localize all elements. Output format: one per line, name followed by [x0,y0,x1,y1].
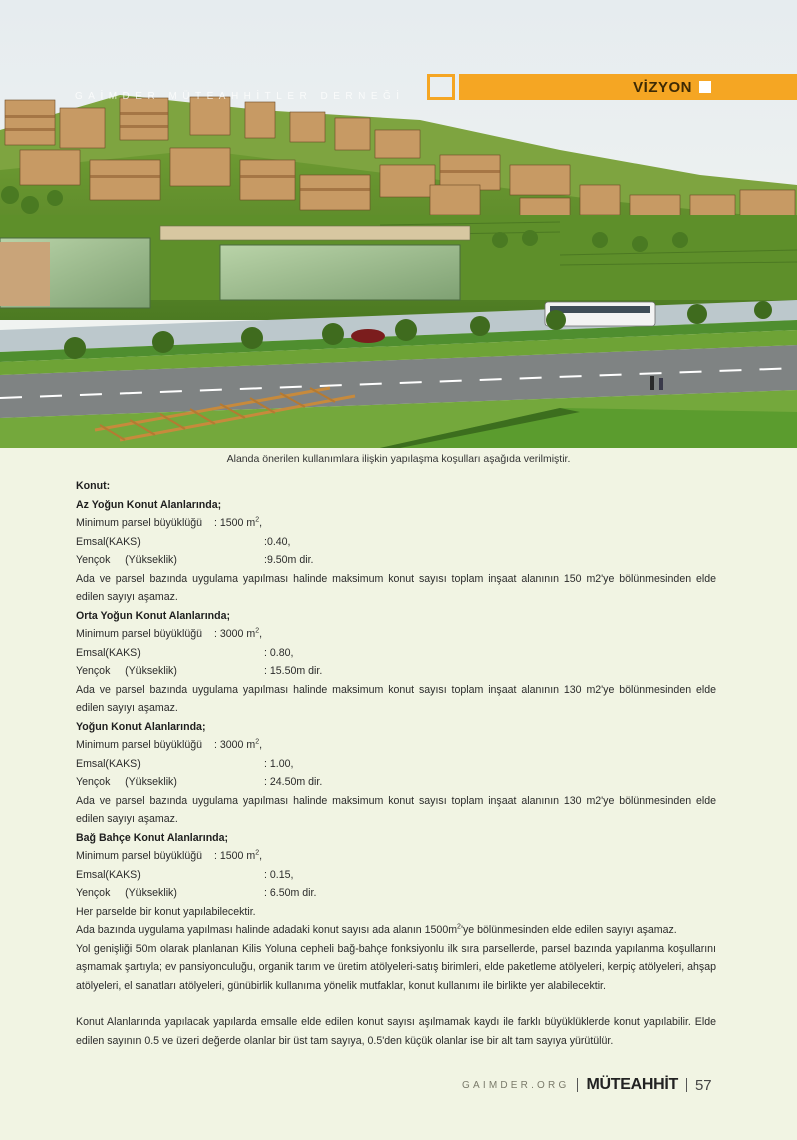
footer-divider [686,1078,687,1092]
bag-note-1: Her parselde bir konut yapılabilecektir. [76,905,256,918]
height-value: :9.50m dir. [264,554,314,566]
emsal-label: Emsal(KAKS) [76,868,141,881]
min-parcel-label: Minimum parsel büyüklüğü [76,739,203,751]
min-parcel-label: Minimum parsel büyüklüğü [76,628,203,640]
zone-title: Bağ Bahçe Konut Alanlarında; [76,831,229,844]
emsal-row [76,755,716,774]
height-row [76,773,716,792]
section-label: VİZYON [633,79,692,96]
emsal-label: Emsal(KAKS) [76,535,141,548]
image-caption: Alanda önerilen kullanımlara ilişkin yapılaşma koşulları aşağıda verilmiştir. [226,453,571,465]
height-label: Yençok (Yükseklik) [76,554,177,566]
min-parcel-value: : 3000 $m^2$, [214,627,263,640]
min-parcel-label: Minimum parsel büyüklüğü [76,850,203,862]
height-label: Yençok (Yükseklik) [76,665,177,677]
min-parcel-row [76,736,716,755]
height-value: : 15.50m dir. [264,665,323,677]
spacer [76,995,716,1013]
emsal-row [76,533,716,552]
section-tab-outline [427,74,455,100]
final-note: Konut Alanlarında yapılacak yapılarda emsalle elde edilen konut sayısı aşılmamak kaydı ile farklı büyüklüklerde konut yapılabilir. Elde edilen sayının 0.5 ve üzeri değerde olanlar bir üst tam sayıya, 0.5'den küçük olanlar ise bir alt tam sayıya yürütülür. [76,1016,716,1047]
min-parcel-row [76,514,716,533]
min-parcel-row [76,625,716,644]
height-value: : 6.50m dir. [264,887,317,899]
min-parcel-label: Minimum parsel büyüklüğü [76,517,203,529]
emsal-label: Emsal(KAKS) [76,757,141,770]
emsal-row [76,866,716,885]
footer-magazine-name: MÜTEAHHİT [586,1076,678,1093]
association-name: GAİMDER MÜTEAHHİTLER DERNEĞİ [75,91,405,102]
zone-title: Yoğun Konut Alanlarında; [76,720,206,733]
hero-rendering-image [0,0,797,448]
zone-title: Orta Yoğun Konut Alanlarında; [76,609,231,622]
height-row [76,662,716,681]
emsal-value: :0.40, [264,535,291,548]
emsal-value: : 0.80, [264,646,294,659]
emsal-value: : 0.15, [264,868,294,881]
page-number: 57 [694,1076,712,1094]
height-row [76,884,716,903]
height-row [76,551,716,570]
bag-note-3: Yol genişliği 50m olarak planlanan Kilis Yoluna cepheli bağ-bahçe fonksiyonlu ilk sıra parsellerde, parsel bazında yapılanma koşullarını aşmamak şartıyla; ev pansiyonculuğu, organik tarım ve üretim atölyeleri-satış birimleri, elde paketleme atölyeleri, kerpiç atölyeleri, ahşap atölyeleri, el sanatları atölyeleri, günübirlik kullanıma yönelik mutfaklar, konut kullanımı ile birlikte yer alabilecektir. [76,942,716,992]
bag-note-2: Ada bazında uygulama yapılması halinde adadaki konut sayısı ada alanın $1500m^2'ye$ bölünmesinden elde edilen sayıyı aşamaz. [76,923,677,936]
emsal-row [76,644,716,663]
height-label: Yençok (Yükseklik) [76,776,177,788]
height-label: Yençok (Yükseklik) [76,887,177,899]
emsal-value: : 1.00, [264,757,294,770]
footer-site: GAIMDER.ORG [462,1079,570,1091]
zone-title: Az Yoğun Konut Alanlarında; [76,498,222,511]
section-square-icon [699,81,711,93]
min-parcel-row [76,847,716,866]
zone-note: Ada ve parsel bazında uygulama yapılması halinde maksimum konut sayısı toplam inşaat alanının 130 m2'ye bölünmesinden elde edilen sayıyı aşamaz. [76,683,716,714]
min-parcel-value: : 1500 $m^2$, [214,516,263,529]
footer-divider [577,1078,578,1092]
min-parcel-value: : 3000 $m^2$, [214,738,263,751]
zone-note: Ada ve parsel bazında uygulama yapılması halinde maksimum konut sayısı toplam inşaat alanının 130 m2'ye bölünmesinden elde edilen sayıyı aşamaz. [76,794,716,825]
emsal-label: Emsal(KAKS) [76,646,141,659]
section-tab-bar [459,74,797,100]
urban-development-illustration [0,0,797,448]
zone-note: Ada ve parsel bazında uygulama yapılması halinde maksimum konut sayısı toplam inşaat alanının 150 m2'ye bölünmesinden elde edilen sayıyı aşamaz. [76,572,716,603]
min-parcel-value: : 1500 $m^2$, [214,849,263,862]
konut-heading: Konut: [76,480,111,492]
page-footer [462,1074,712,1096]
height-value: : 24.50m dir. [264,776,323,788]
article-body [76,477,716,1050]
